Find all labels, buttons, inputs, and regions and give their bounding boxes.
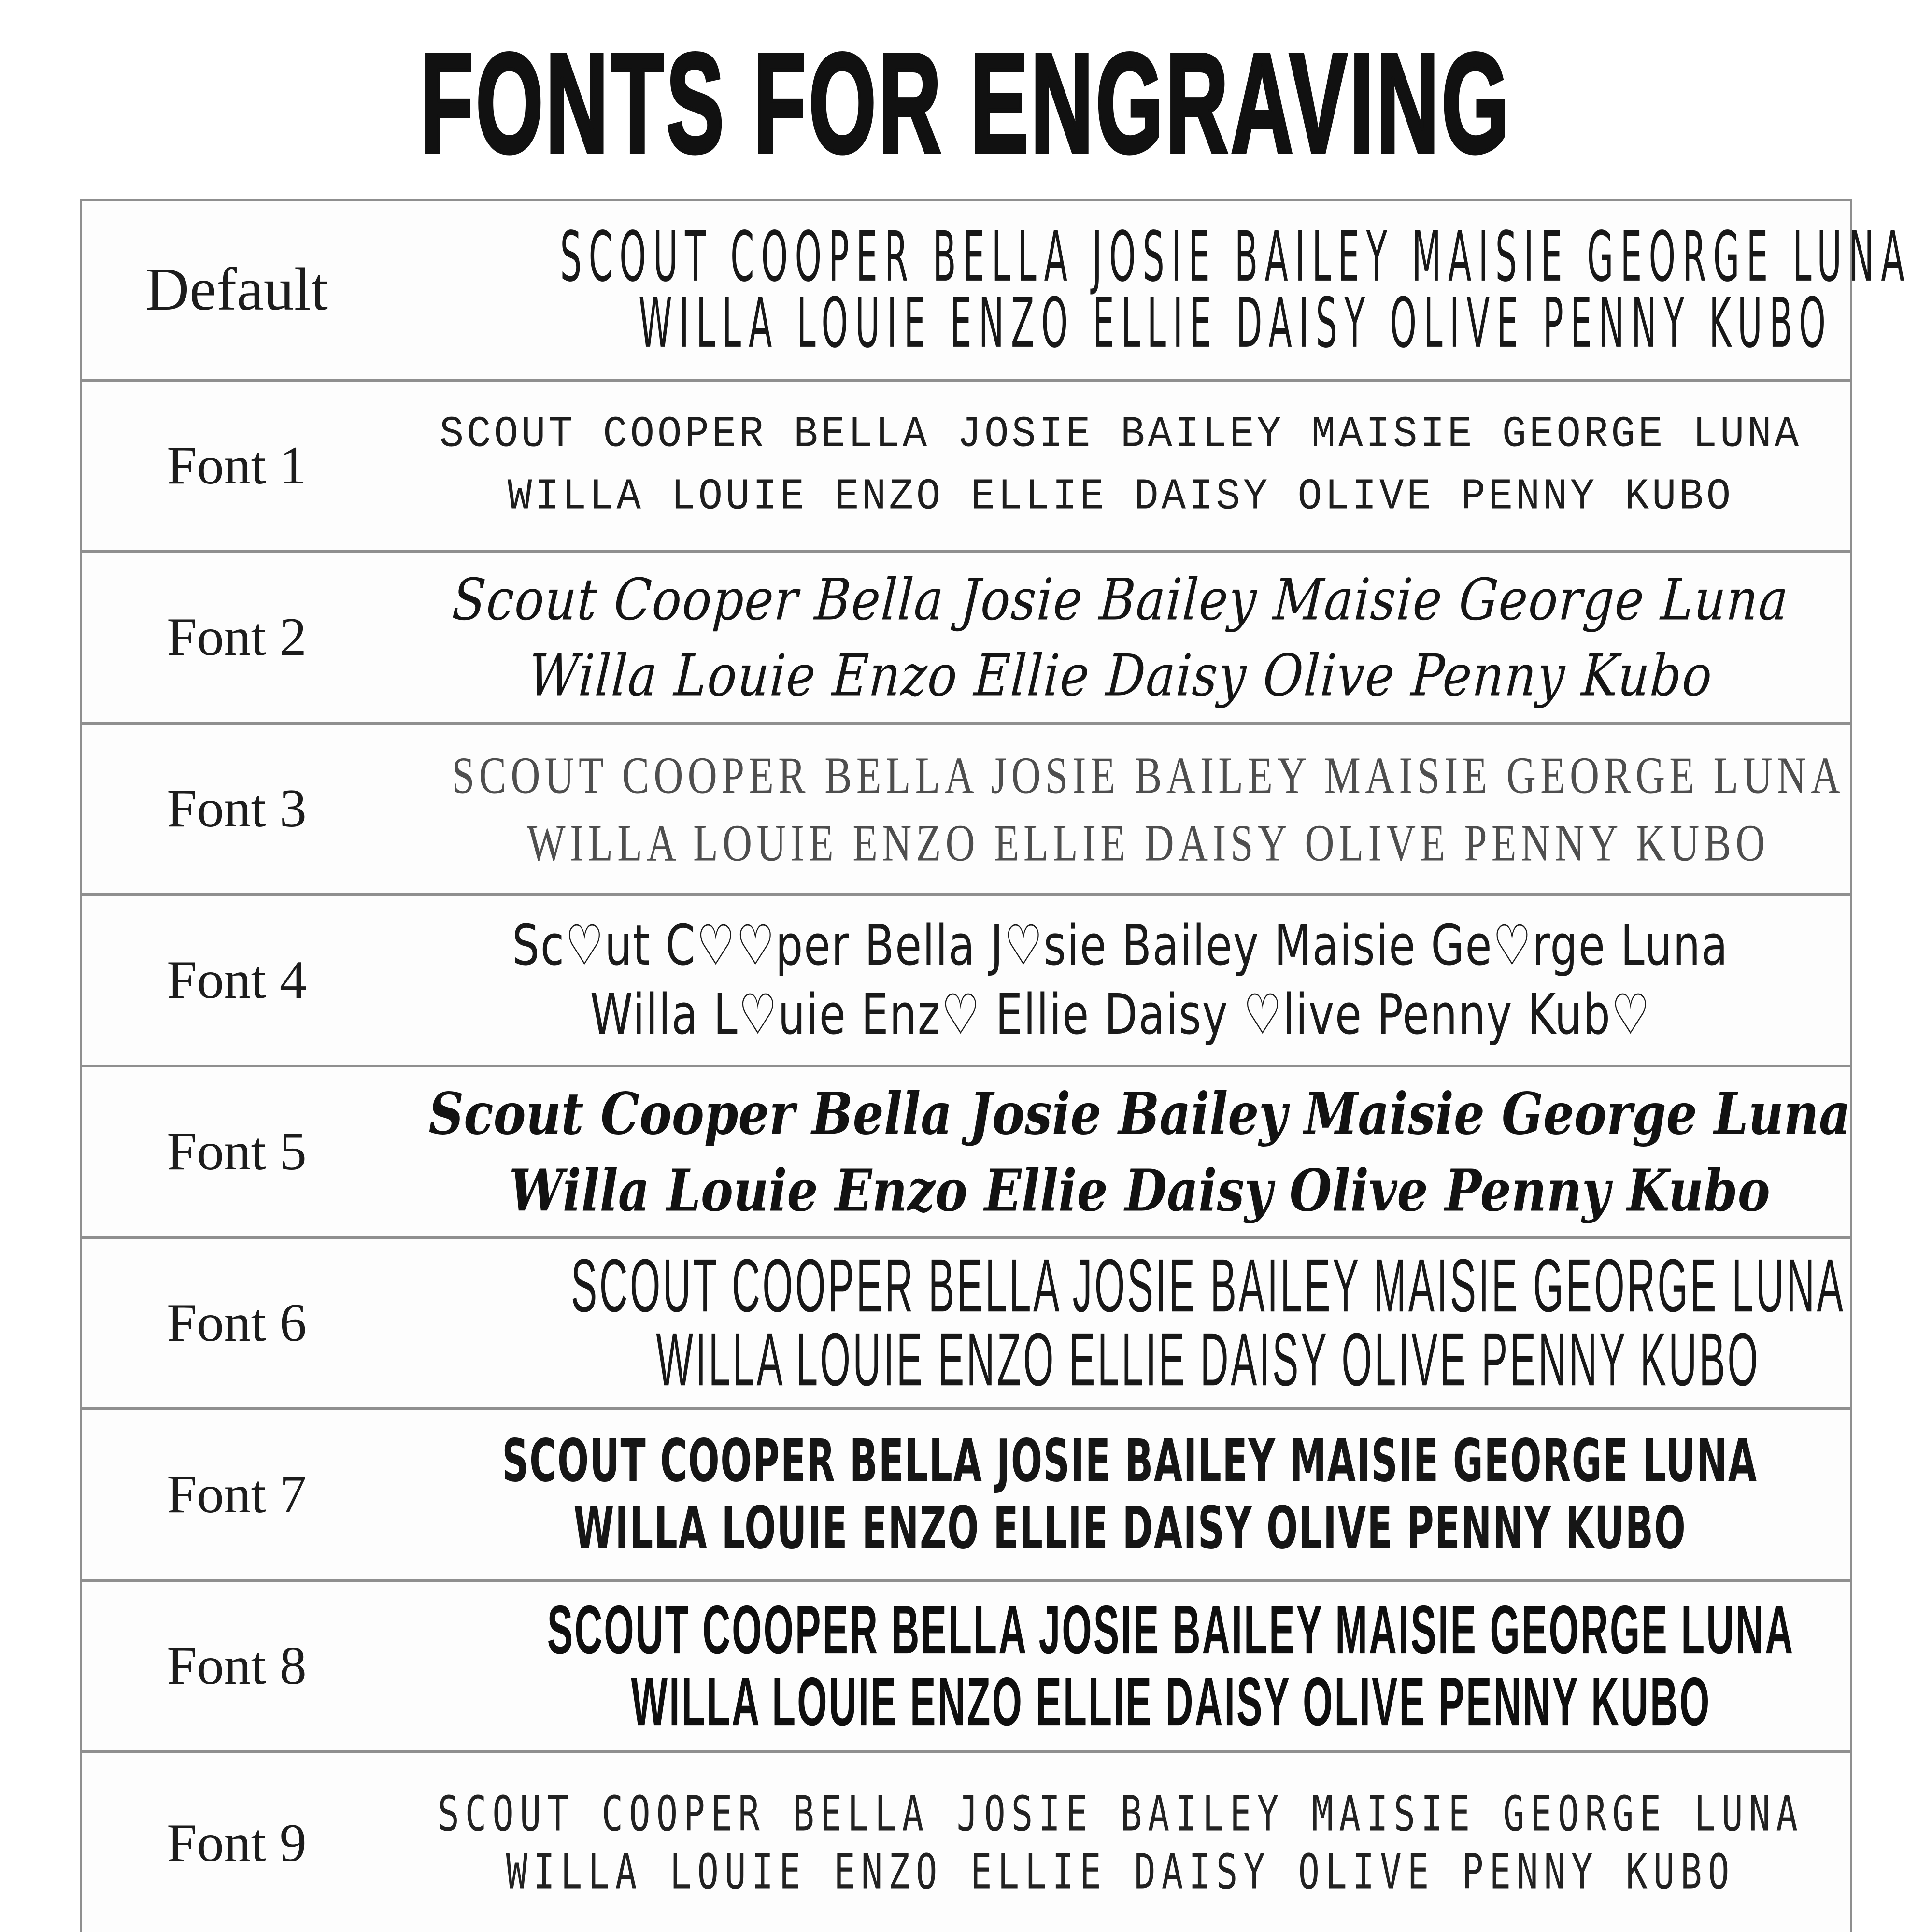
font-sample-font-6 [391, 1239, 1932, 1407]
font-row-label: Font 3 [167, 779, 307, 838]
font-sample-font-1 [391, 382, 1850, 550]
sample-text: Willa L♡uie Enz♡ Ellie Daisy ♡live Penny Kub♡ [590, 982, 1651, 1047]
font-sample-font-2 [391, 553, 1850, 722]
sample-text: WILLA LOUIE ENZO ELLIE DAISY OLIVE PENNY KUBO [573, 1494, 1687, 1563]
font-row-label: Font 4 [167, 950, 307, 1010]
font-sample-font-8 [391, 1582, 1932, 1750]
font-row-label: Font 5 [167, 1122, 307, 1181]
sample-text: SCOUT COOPER BELLA JOSIE BAILEY MAISIE GEORGE LUNA [547, 1591, 1795, 1668]
page-title: FONTS FOR ENGRAVING [420, 23, 1512, 183]
sample-line-2 [506, 1844, 1735, 1901]
font-table [80, 199, 1912, 1932]
sample-line-1 [417, 566, 1824, 633]
sample-line-2 [473, 813, 1823, 872]
font-sample-font-9 [391, 1753, 1850, 1932]
sample-text: WILLA LOUIE ENZO ELLIE DAISY OLIVE PENNY KUBO [506, 1844, 1735, 1901]
font-row-font-1 [82, 379, 1850, 550]
sample-text: Sc♡ut C♡♡per Bella J♡sie Bailey Maisie Ge♡rge Luna [512, 913, 1729, 978]
sample-text: WILLA LOUIE ENZO ELLIE DAISY OLIVE PENNY KUBO [639, 283, 1833, 363]
sample-line-1 [391, 1080, 1888, 1147]
font-row-font-3 [82, 722, 1850, 893]
font-row-font-5 [82, 1065, 1850, 1236]
sample-line-2 [476, 1156, 1804, 1224]
sample-line-2 [508, 474, 1733, 520]
font-row-font-9 [82, 1750, 1850, 1932]
sample-line-1 [391, 1244, 1932, 1328]
font-row-label: Default [145, 256, 328, 323]
sample-text: WILLA LOUIE ENZO ELLIE DAISY OLIVE PENNY KUBO [631, 1663, 1711, 1740]
font-row-default [82, 201, 1912, 379]
sample-text: SCOUT COOPER BELLA JOSIE BAILEY MAISIE GEORGE LUNA [438, 1786, 1804, 1843]
sample-text: SCOUT COOPER BELLA JOSIE BAILEY MAISIE GEORGE LUNA [560, 216, 1912, 297]
sample-text: Scout Cooper Bella Josie Bailey Maisie George Luna [428, 1080, 1851, 1147]
sample-line-1 [480, 913, 1761, 978]
sample-line-1 [391, 216, 1932, 297]
sample-line-2 [496, 1663, 1846, 1740]
font-row-font-8 [82, 1579, 1850, 1750]
font-sample-font-4 [391, 896, 1850, 1065]
sample-line-2 [500, 1318, 1916, 1402]
font-row-label: Font 7 [167, 1464, 307, 1524]
font-sample-font-3 [391, 724, 1905, 893]
sample-line-2 [475, 1494, 1785, 1563]
font-sample-default [391, 201, 1932, 379]
sample-text: SCOUT COOPER BELLA JOSIE BAILEY MAISIE GEORGE LUNA [502, 1427, 1758, 1495]
sample-line-2 [497, 642, 1744, 709]
font-row-font-4 [82, 893, 1850, 1065]
sample-text: Scout Cooper Bella Josie Bailey Maisie George Luna [450, 566, 1791, 633]
font-row-label: Font 9 [167, 1813, 307, 1873]
font-sample-font-7 [391, 1410, 1868, 1579]
font-sample-font-5 [391, 1067, 1888, 1236]
font-row-font-6 [82, 1236, 1850, 1407]
sample-line-1 [391, 746, 1905, 804]
sample-text: WILLA LOUIE ENZO ELLIE DAISY OLIVE PENNY KUBO [527, 813, 1770, 872]
sample-text: SCOUT COOPER BELLA JOSIE BAILEY MAISIE GEORGE LUNA [439, 410, 1802, 460]
sample-text: Willa Louie Enzo Ellie Daisy Olive Penny Kubo [509, 1156, 1770, 1224]
font-row-label: Font 6 [167, 1293, 307, 1353]
font-row-label: Font 8 [167, 1636, 307, 1696]
font-row-font-7 [82, 1407, 1850, 1579]
sample-line-1 [391, 1591, 1932, 1668]
font-row-label: Font 1 [167, 436, 307, 496]
sample-text: WILLA LOUIE ENZO ELLIE DAISY OLIVE PENNY KUBO [507, 472, 1734, 522]
sample-line-2 [489, 283, 1932, 363]
sample-text: SCOUT COOPER BELLA JOSIE BAILEY MAISIE GEORGE LUNA [571, 1244, 1846, 1328]
sample-line-2 [562, 982, 1678, 1047]
sample-text: SCOUT COOPER BELLA JOSIE BAILEY MAISIE GEORGE LUNA [452, 746, 1845, 804]
sample-text: WILLA LOUIE ENZO ELLIE DAISY OLIVE PENNY KUBO [656, 1318, 1761, 1402]
sample-text: Willa Louie Enzo Ellie Daisy Olive Penny Kubo [526, 642, 1715, 709]
font-row-font-2 [82, 550, 1850, 722]
font-row-label: Font 2 [167, 607, 307, 667]
sample-line-1 [391, 1427, 1868, 1495]
sample-line-1 [440, 412, 1802, 458]
sample-line-1 [438, 1786, 1804, 1843]
